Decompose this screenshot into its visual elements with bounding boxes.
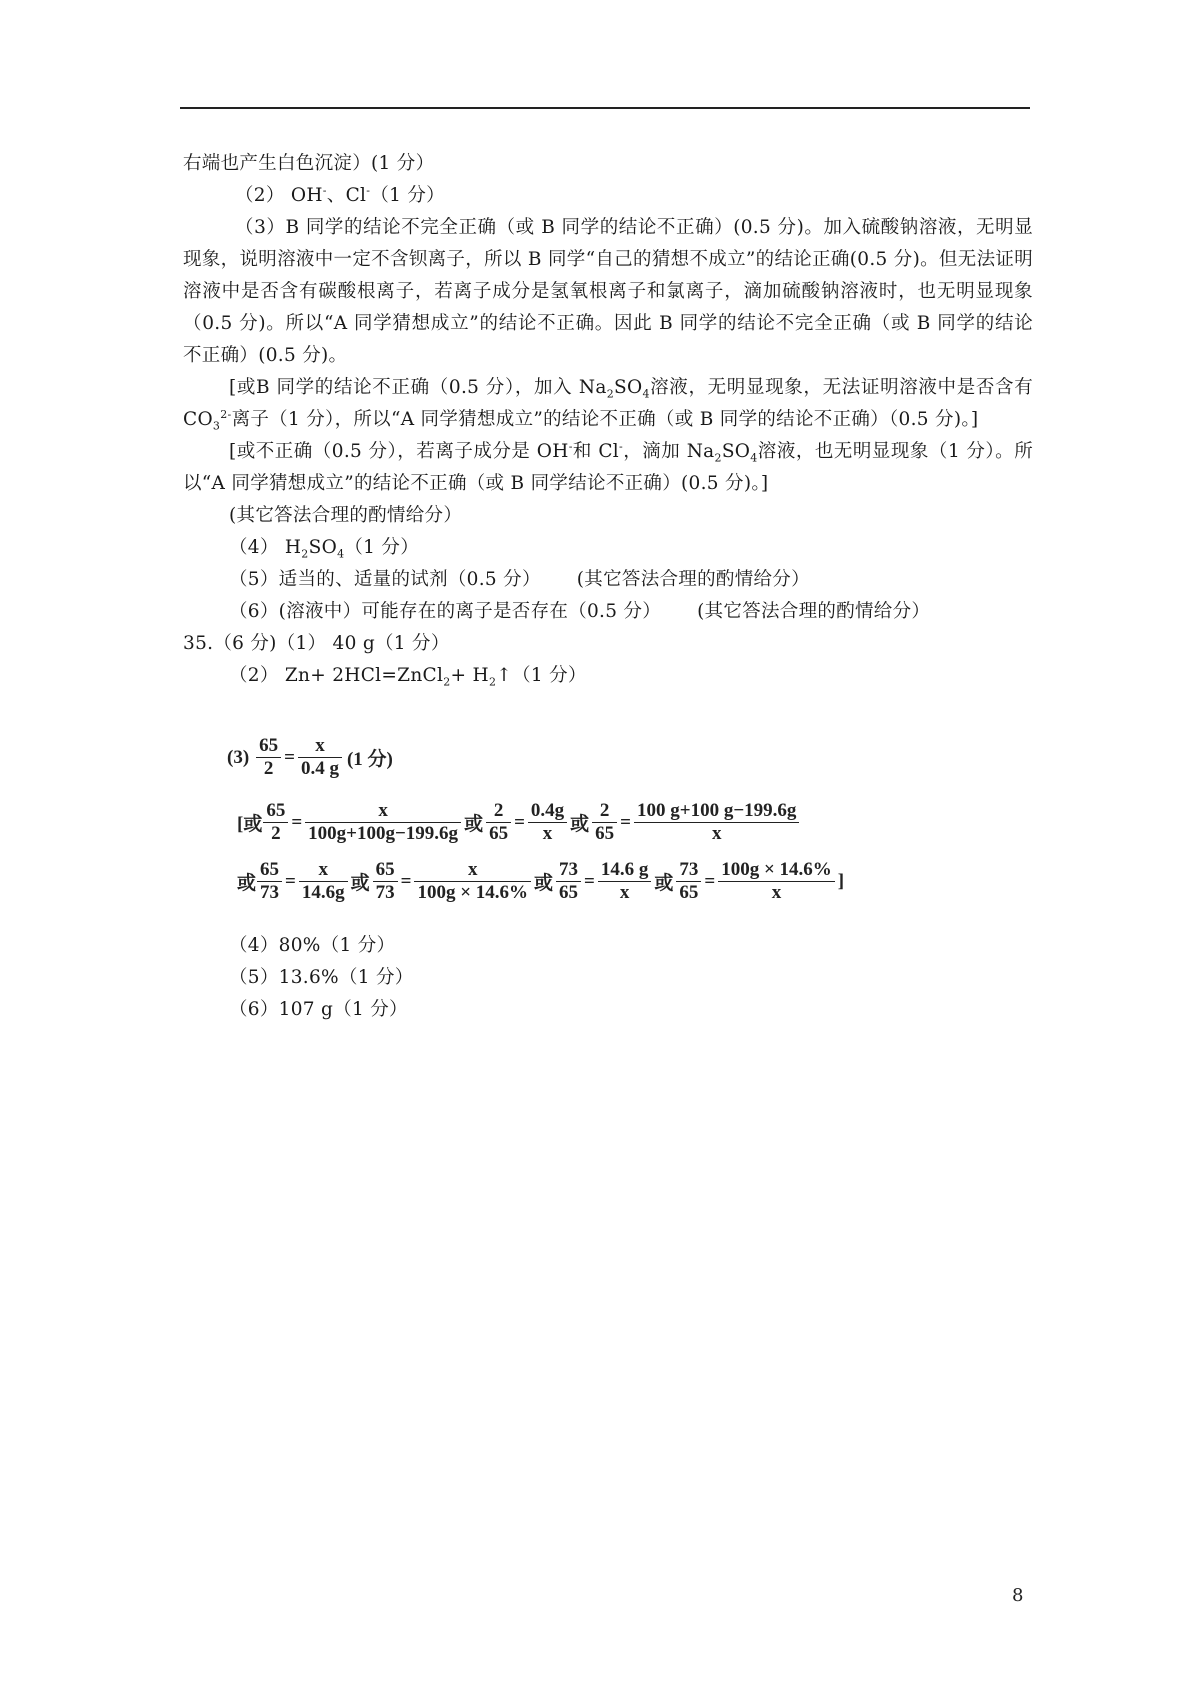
alt2-part-b: 和 Cl [572,441,620,462]
numerator: x [467,859,478,880]
answer-6 [183,596,1033,628]
alt1-part-b: SO [614,377,643,398]
alt2-part-a: [或不正确（0.5 分），若离子成分是 OH [229,441,569,462]
fraction [414,859,531,904]
numerator: x [315,735,325,756]
superscript: - [366,183,371,197]
answer-35-4: （4）80%（1 分） [229,935,396,956]
formula-row-2 [237,800,915,845]
numerator: 0.4g [530,800,565,821]
numerator: 73 [559,859,579,880]
answer-6-text: （6）(溶液中）可能存在的离子是否存在（0.5 分） [229,601,662,622]
or-label: 或 [570,814,590,835]
superscript: - [619,439,624,453]
fraction [486,800,511,845]
numerator: x [378,800,388,821]
or-label: 或 [654,873,674,894]
fraction [598,859,652,904]
answer-2-cl: 、Cl [326,185,367,206]
or-label: 或 [350,873,370,894]
alt1-part-a: [或B 同学的结论不正确（0.5 分），加入 Na [229,377,607,398]
superscript: - [322,183,327,197]
numerator: 100g × 14.6% [721,859,832,880]
fraction [556,859,581,904]
answer-4-so: SO [308,537,338,558]
answer-6-note: (其它答法合理的酌情给分） [697,601,931,622]
denominator: 65 [559,882,579,903]
equals-sign: = [400,870,412,892]
denominator: 73 [375,882,395,903]
answer-text [183,148,1033,692]
equals-sign: = [704,870,716,892]
answer-5-text: （5）适当的、适量的试剂（0.5 分） [229,569,541,590]
answer-35-6: （6）107 g（1 分） [229,999,408,1020]
subscript: 2 [714,451,722,465]
bracket-close: ] [837,870,845,892]
numerator: x [318,859,328,880]
question-35-header: 35.（6 分)（1） 40 g（1 分） [183,633,450,654]
answer-35-2 [183,660,1033,692]
fraction [718,859,835,904]
denominator: x [711,823,722,844]
answer-5 [183,564,1033,596]
answer-2-oh: （2） OH [235,185,323,206]
denominator: 2 [271,823,281,844]
numerator: 65 [259,735,279,756]
or-label: 或 [237,873,257,894]
denominator: 73 [260,882,280,903]
equation-part-b: + H [450,665,489,686]
answer-3-alt-1 [183,372,1033,436]
alt2-part-e: 溶液，也无明显现象（1 分）。所以“A 同学猜想成立”的结论不正确（或 B 同学结论不正确）(0.5 分)。] [183,441,1033,494]
answer-5-note: (其它答法合理的酌情给分） [576,569,810,590]
fraction [592,800,617,845]
answer-text-lower [183,930,1033,1026]
page-number: 8 [1012,1585,1024,1606]
subscript: 4 [750,451,758,465]
fraction [256,735,281,780]
fraction [676,859,701,904]
formula-score: (1 分) [346,749,393,770]
bracket-open: [或 [237,814,263,835]
answer-3-text: （3）B 同学的结论不完全正确（或 B 同学的结论不正确）(0.5 分)。加入硫酸钠溶液，无明显现象，说明溶液中一定不含钡离子，所以 B 同学“自己的猜想不成立”的结论正确(0.5 分)。但无法证明溶液中是否含有碳酸根离子，若离子成分是氢氧根离子和氯离子，滴加硫酸钠溶液时，也无明显现象（0.5 分)。所以“A 同学猜想成立”的结论不正确。因此 B 同学的结论不完全正确（或 B 同学的结论不正确）(0.5 分)。 [183,217,1033,366]
denominator: x [542,823,553,844]
answer-4-score: （1 分） [344,537,420,558]
fraction [305,800,461,845]
subscript: 2 [443,675,451,689]
denominator: 100g+100g−199.6g [308,823,459,844]
answer-35-5: （5）13.6%（1 分） [229,967,414,988]
fraction [373,859,398,904]
alt2-part-d: SO [721,441,751,462]
equals-sign: = [584,870,595,892]
numerator: 65 [266,800,286,821]
equals-sign: = [514,811,525,833]
denominator: 100g × 14.6% [417,882,529,903]
answer-4 [183,532,1033,564]
equals-sign: = [291,811,303,833]
superscript: - [568,439,573,453]
or-label: 或 [534,873,554,894]
or-label: 或 [464,814,484,835]
subscript: 3 [212,419,221,433]
fraction [634,800,799,845]
answer-3-alt-2 [183,436,1033,500]
fraction [257,859,282,904]
numerator: 100 g+100 g−199.6g [637,800,797,821]
fraction [298,735,342,780]
fraction [528,800,567,845]
formula-row-1 [227,735,915,780]
denominator: 2 [263,758,274,779]
superscript: 2- [220,407,232,421]
denominator: x [619,882,630,903]
alt1-part-d: 离子（1 分），所以“A 同学猜想成立”的结论不正确（或 B 同学的结论不正确）（0.5 分)。] [231,409,979,430]
numerator: 2 [493,800,504,821]
other-answers-note: (其它答法合理的酌情给分） [229,505,463,526]
answer-3-paragraph [183,212,1033,372]
math-formula-block [227,735,915,904]
denominator: 65 [679,882,699,903]
denominator: 14.6g [301,882,345,903]
denominator: 65 [595,823,615,844]
equals-sign: = [620,811,631,833]
denominator: 0.4 g [300,758,339,779]
answer-2 [183,180,1033,212]
fraction [263,800,288,845]
formula-label: (3) [227,746,250,768]
numerator: 65 [375,859,395,880]
formula-row-3 [237,859,915,904]
denominator: 65 [489,823,509,844]
subscript: 2 [606,387,615,401]
subscript: 2 [301,547,309,561]
denominator: x [771,882,782,903]
fraction [299,859,348,904]
line-continuation: 右端也产生白色沉淀）(1 分） [183,153,435,174]
equation-part-a: （2） Zn+ 2HCl=ZnCl [229,665,444,686]
answer-2-score: （1 分） [370,185,445,206]
numerator: 14.6 g [600,859,649,880]
equation-part-c: ↑（1 分） [496,665,587,686]
equals-sign: = [285,870,296,892]
subscript: 4 [642,387,650,401]
alt2-part-c: ，滴加 Na [623,441,715,462]
numerator: 65 [260,859,280,880]
subscript: 2 [488,675,497,689]
answer-4-h: （4） H [229,537,302,558]
subscript: 4 [337,547,345,561]
numerator: 2 [599,800,610,821]
equals-sign: = [284,746,295,768]
numerator: 73 [679,859,699,880]
header-rule [180,107,1030,109]
alt1-part-c: 溶液，无明显现象，无法证明溶液中是否含有 CO [183,377,1033,430]
